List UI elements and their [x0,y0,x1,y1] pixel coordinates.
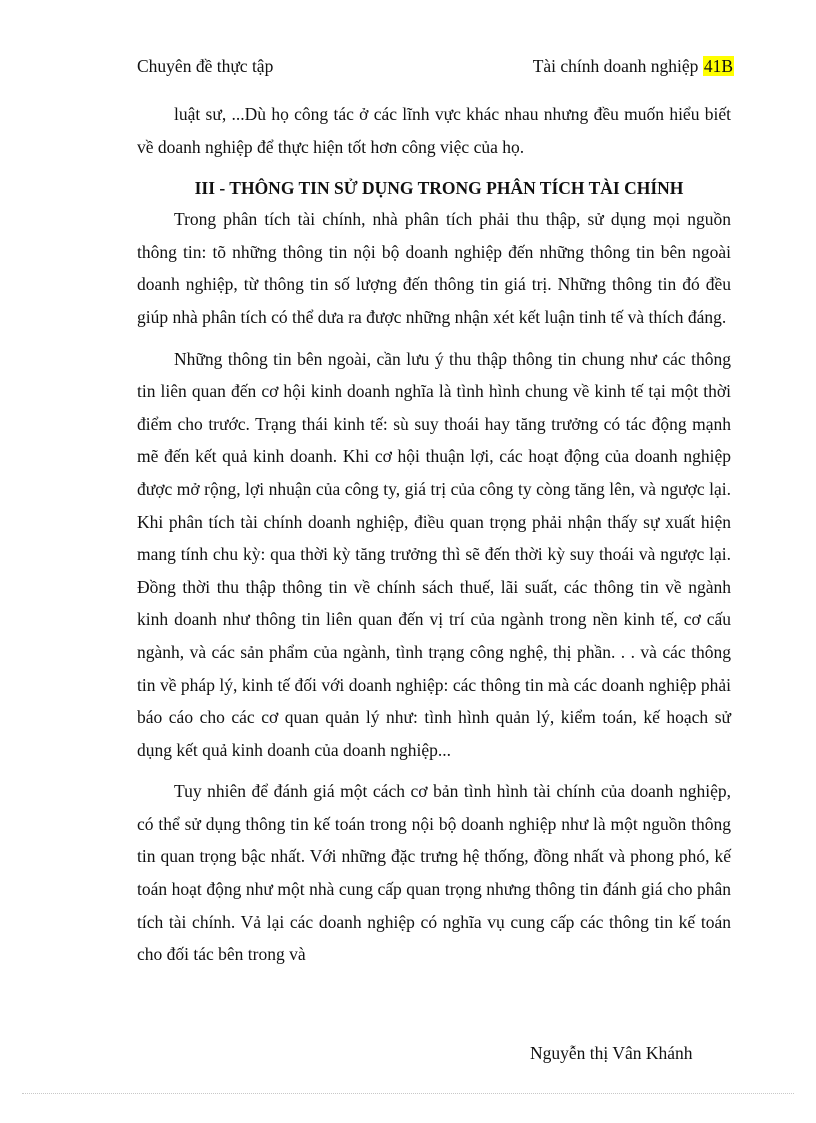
paragraph-1: Trong phân tích tài chính, nhà phân tích phải thu thập, sử dụng mọi nguồn thông tin: tõ những thông tin nội bộ doanh nghiệp đến những thông tin bên ngoài doanh nghiệp, từ thông tin số lượng đến thông tin giá trị. Những thông tin đó đều giúp nhà phân tích có thể dưa ra được những nhận xét kết luận tinh tế và thích đáng. [137,209,731,327]
page-header [137,56,734,82]
footer-signature: Nguyễn thị Vân Khánh [530,1043,693,1063]
paragraph-continuation: luật sư, ...Dù họ công tác ở các lĩnh vực khác nhau nhưng đều muốn hiểu biết về doanh nghiệp để thực hiện tốt hơn công việc của họ. [137,104,731,157]
paragraph-3: Tuy nhiên để đánh giá một cách cơ bản tình hình tài chính của doanh nghiệp, có thể sử dụng thông tin kế toán trong nội bộ doanh nghiệp như là một nguồn thông tin quan trọng bậc nhất. Với những đặc trưng hệ thống, đồng nhất và phong phó, kế toán hoạt động như một nhà cung cấp quan trọng nhưng thông tin đánh giá cho phân tích tài chính. Vả lại các doanh nghiệp có nghĩa vụ cung cấp các thông tin kế toán cho đối tác bên trong và [137,781,731,965]
header-right-text: Tài chính doanh nghiệp [532,56,703,76]
header-right-title [533,56,734,77]
paragraph-2: Những thông tin bên ngoài, cần lưu ý thu thập thông tin chung như các thông tin liên quan đến cơ hội kinh doanh nghĩa là tình hình chung về kinh tế tại một thời điểm cho trước. Trạng thái kinh tế: sù suy thoái hay tăng trưởng có tác động mạnh mẽ đến kết quả kinh doanh. Khi cơ hội thuận lợi, các hoạt động của doanh nghiệp được mở rộng, lợi nhuận của công ty, giá trị của công ty còng tăng lên, và ngược lại. Khi phân tích tài chính doanh nghiệp, điều quan trọng phải nhận thấy sự xuất hiện mang tính chu kỳ: qua thời kỳ tăng trưởng thì sẽ đến thời kỳ suy thoái và ngược lại. Đồng thời thu thập thông tin về chính sách thuế, lãi suất, các thông tin về ngành kinh doanh như thông tin liên quan đến vị trí của ngành trong nền kinh tế, cơ cấu ngành, và các sản phẩm của ngành, tình trạng công nghệ, thị phần. . . và các thông tin về pháp lý, kinh tế đối với doanh nghiệp: các thông tin mà các doanh nghiệp phải báo cáo cho các cơ quan quản lý như: tình hình quản lý, kiểm toán, kế hoạch sử dụng kết quả kinh doanh của doanh nghiệp... [137,348,731,760]
section-heading: III - THÔNG TIN SỬ DỤNG TRONG PHÂN TÍCH TÀI CHÍNH [194,178,684,199]
header-left-title: Chuyên đề thực tập [137,56,274,76]
header-highlight-code: 41B [703,56,733,76]
page-break-divider [22,1093,794,1094]
body-text [137,98,731,971]
